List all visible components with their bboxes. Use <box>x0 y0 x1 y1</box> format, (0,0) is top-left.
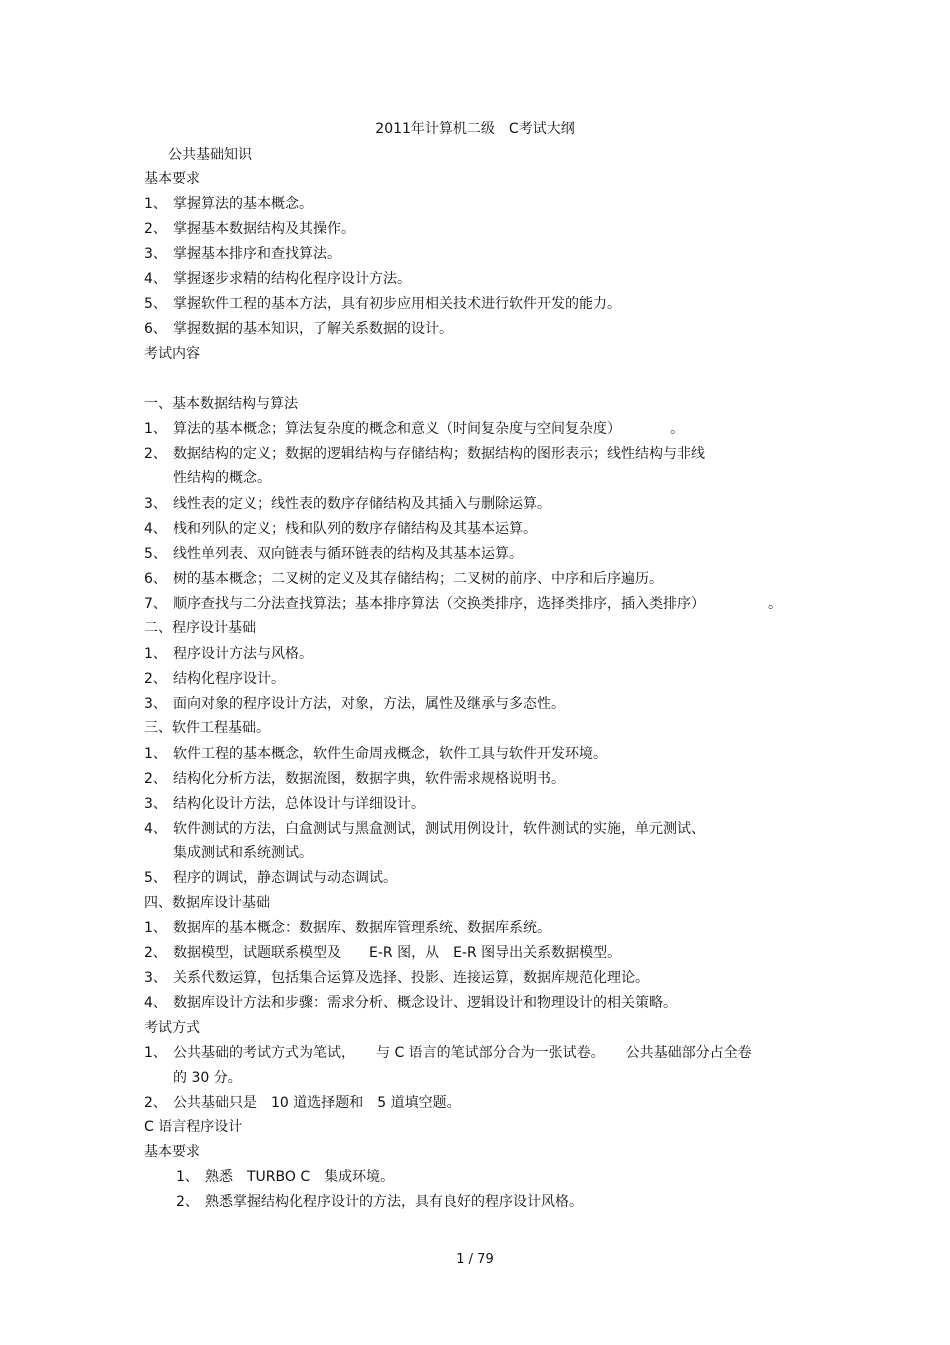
list-item: 5、 线性单列表、双向链表与循环链表的结构及其基本运算。 <box>144 546 523 562</box>
list-item: 4、 掌握逐步求精的结构化程序设计方法。 <box>144 271 411 287</box>
list-item: 1、 掌握算法的基本概念。 <box>144 196 313 212</box>
list-item: 7、 顺序查找与二分法查找算法；基本排序算法（交换类排序，选择类排序，插入类排序） 。 <box>144 596 782 612</box>
list-item: 2、 公共基础只是 10 道选择题和 5 道填空题。 <box>144 1095 461 1111</box>
list-item: 2、 数据模型，试题联系模型及 E-R 图，从 E-R 图导出关系数据模型。 <box>144 945 622 961</box>
list-item: 4、 栈和列队的定义；栈和队列的数序存储结构及其基本运算。 <box>144 521 537 537</box>
list-item: 3、 掌握基本排序和查找算法。 <box>144 246 341 262</box>
public-heading: 公共基础知识 <box>168 147 252 163</box>
exam-content-heading: 考试内容 <box>144 346 200 362</box>
list-item: 6、 掌握数据的基本知识，了解关系数据的设计。 <box>144 321 453 337</box>
section-heading: 四、数据库设计基础 <box>144 895 270 911</box>
list-item: 1、 软件工程的基本概念，软件生命周戎概念，软件工具与软件开发环境。 <box>144 746 607 762</box>
c-basic-requirements-heading: 基本要求 <box>144 1144 200 1160</box>
list-item: 1、 算法的基本概念；算法复杂度的概念和意义（时间复杂度与空间复杂度） 。 <box>144 421 684 437</box>
list-item: 3、 面向对象的程序设计方法，对象，方法，属性及继承与多态性。 <box>144 696 565 712</box>
list-item: 4、 软件测试的方法，白盒测试与黑盒测试，测试用例设计，软件测试的实施，单元测试、 <box>144 821 705 837</box>
list-item: 2、 数据结构的定义；数据的逻辑结构与存储结构；数据结构的图形表示；线性结构与非线 <box>144 446 705 462</box>
list-item: 2、 掌握基本数据结构及其操作。 <box>144 221 355 237</box>
list-item-continuation: 性结构的概念。 <box>173 470 271 486</box>
list-item: 1、 数据库的基本概念：数据库、数据库管理系统、数据库系统。 <box>144 920 551 936</box>
list-item: 3、 关系代数运算，包括集合运算及选择、投影、连接运算，数据库规范化理论。 <box>144 970 649 986</box>
list-item: 3、 结构化设计方法，总体设计与详细设计。 <box>144 796 425 812</box>
list-item-continuation: 集成测试和系统测试。 <box>173 845 313 861</box>
list-item: 1、 公共基础的考试方式为笔试， 与 C 语言的笔试部分合为一张试卷。 公共基础部分占全卷 <box>144 1045 752 1061</box>
list-item: 2、 结构化程序设计。 <box>144 671 285 687</box>
list-item: 1、 熟悉 TURBO C 集成环境。 <box>176 1169 395 1185</box>
document-title: 2011年计算机二级 C考试大纲 <box>375 121 575 137</box>
list-item: 3、 线性表的定义；线性表的数序存储结构及其插入与删除运算。 <box>144 496 551 512</box>
c-language-heading: C 语言程序设计 <box>144 1119 243 1135</box>
list-item: 5、 掌握软件工程的基本方法，具有初步应用相关技术进行软件开发的能力。 <box>144 296 621 312</box>
section-heading: 二、程序设计基础 <box>144 620 256 636</box>
list-item: 5、 程序的调试，静态调试与动态调试。 <box>144 870 397 886</box>
exam-mode-heading: 考试方式 <box>144 1020 200 1036</box>
list-item: 2、 熟悉掌握结构化程序设计的方法，具有良好的程序设计风格。 <box>176 1194 583 1210</box>
section-heading: 三、软件工程基础。 <box>144 720 270 736</box>
list-item: 4、 数据库设计方法和步骤：需求分析、概念设计、逻辑设计和物理设计的相关策略。 <box>144 995 677 1011</box>
list-item: 6、 树的基本概念；二叉树的定义及其存储结构；二叉树的前序、中序和后序遍历。 <box>144 571 663 587</box>
section-heading: 一、基本数据结构与算法 <box>144 396 298 412</box>
page-number: 1 / 79 <box>456 1252 494 1267</box>
basic-requirements-heading: 基本要求 <box>144 171 200 187</box>
list-item: 2、 结构化分析方法，数据流图，数据字典，软件需求规格说明书。 <box>144 771 565 787</box>
list-item-continuation: 的 30 分。 <box>173 1070 242 1086</box>
list-item: 1、 程序设计方法与风格。 <box>144 646 313 662</box>
